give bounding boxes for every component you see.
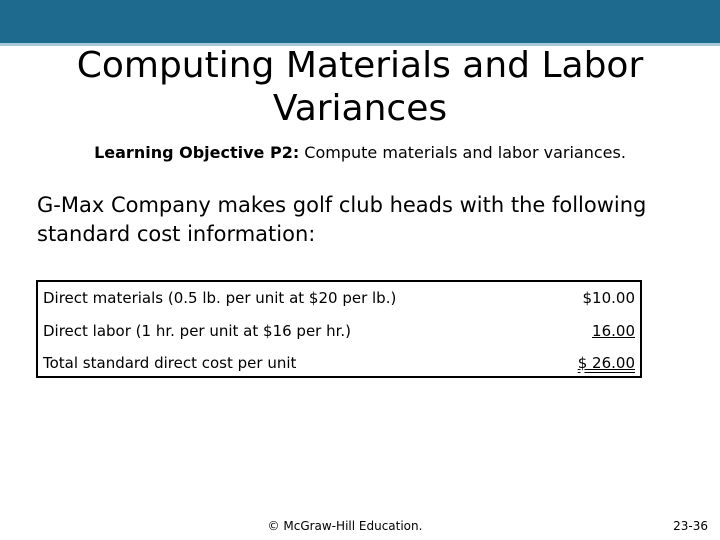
row-description: Direct materials (0.5 lb. per unit at $20 per lb.) — [43, 289, 397, 307]
learning-objective-label: Learning Objective P2: — [94, 143, 300, 162]
learning-objective — [0, 143, 720, 163]
learning-objective-text: Compute materials and labor variances. — [299, 143, 626, 162]
header-bar — [0, 0, 720, 45]
copyright-notice: © McGraw-Hill Education. — [267, 519, 423, 533]
table-row — [38, 319, 640, 343]
row-amount: $ 26.00 — [577, 354, 635, 372]
row-description: Total standard direct cost per unit — [43, 354, 297, 372]
row-amount: $10.00 — [582, 289, 635, 307]
page-number: 23-36 — [673, 519, 708, 533]
row-description: Direct labor (1 hr. per unit at $16 per hr.) — [43, 322, 352, 340]
slide-title — [0, 44, 720, 130]
intro-text: G-Max Company makes golf club heads with the following standard cost information: — [37, 193, 647, 246]
table-row — [38, 286, 640, 310]
slide-title-line-1: Computing Materials and Labor — [76, 45, 644, 86]
standard-cost-table — [36, 280, 642, 378]
row-amount: 16.00 — [592, 322, 635, 340]
slide-title-line-2: Variances — [272, 88, 448, 129]
table-row — [38, 351, 640, 375]
